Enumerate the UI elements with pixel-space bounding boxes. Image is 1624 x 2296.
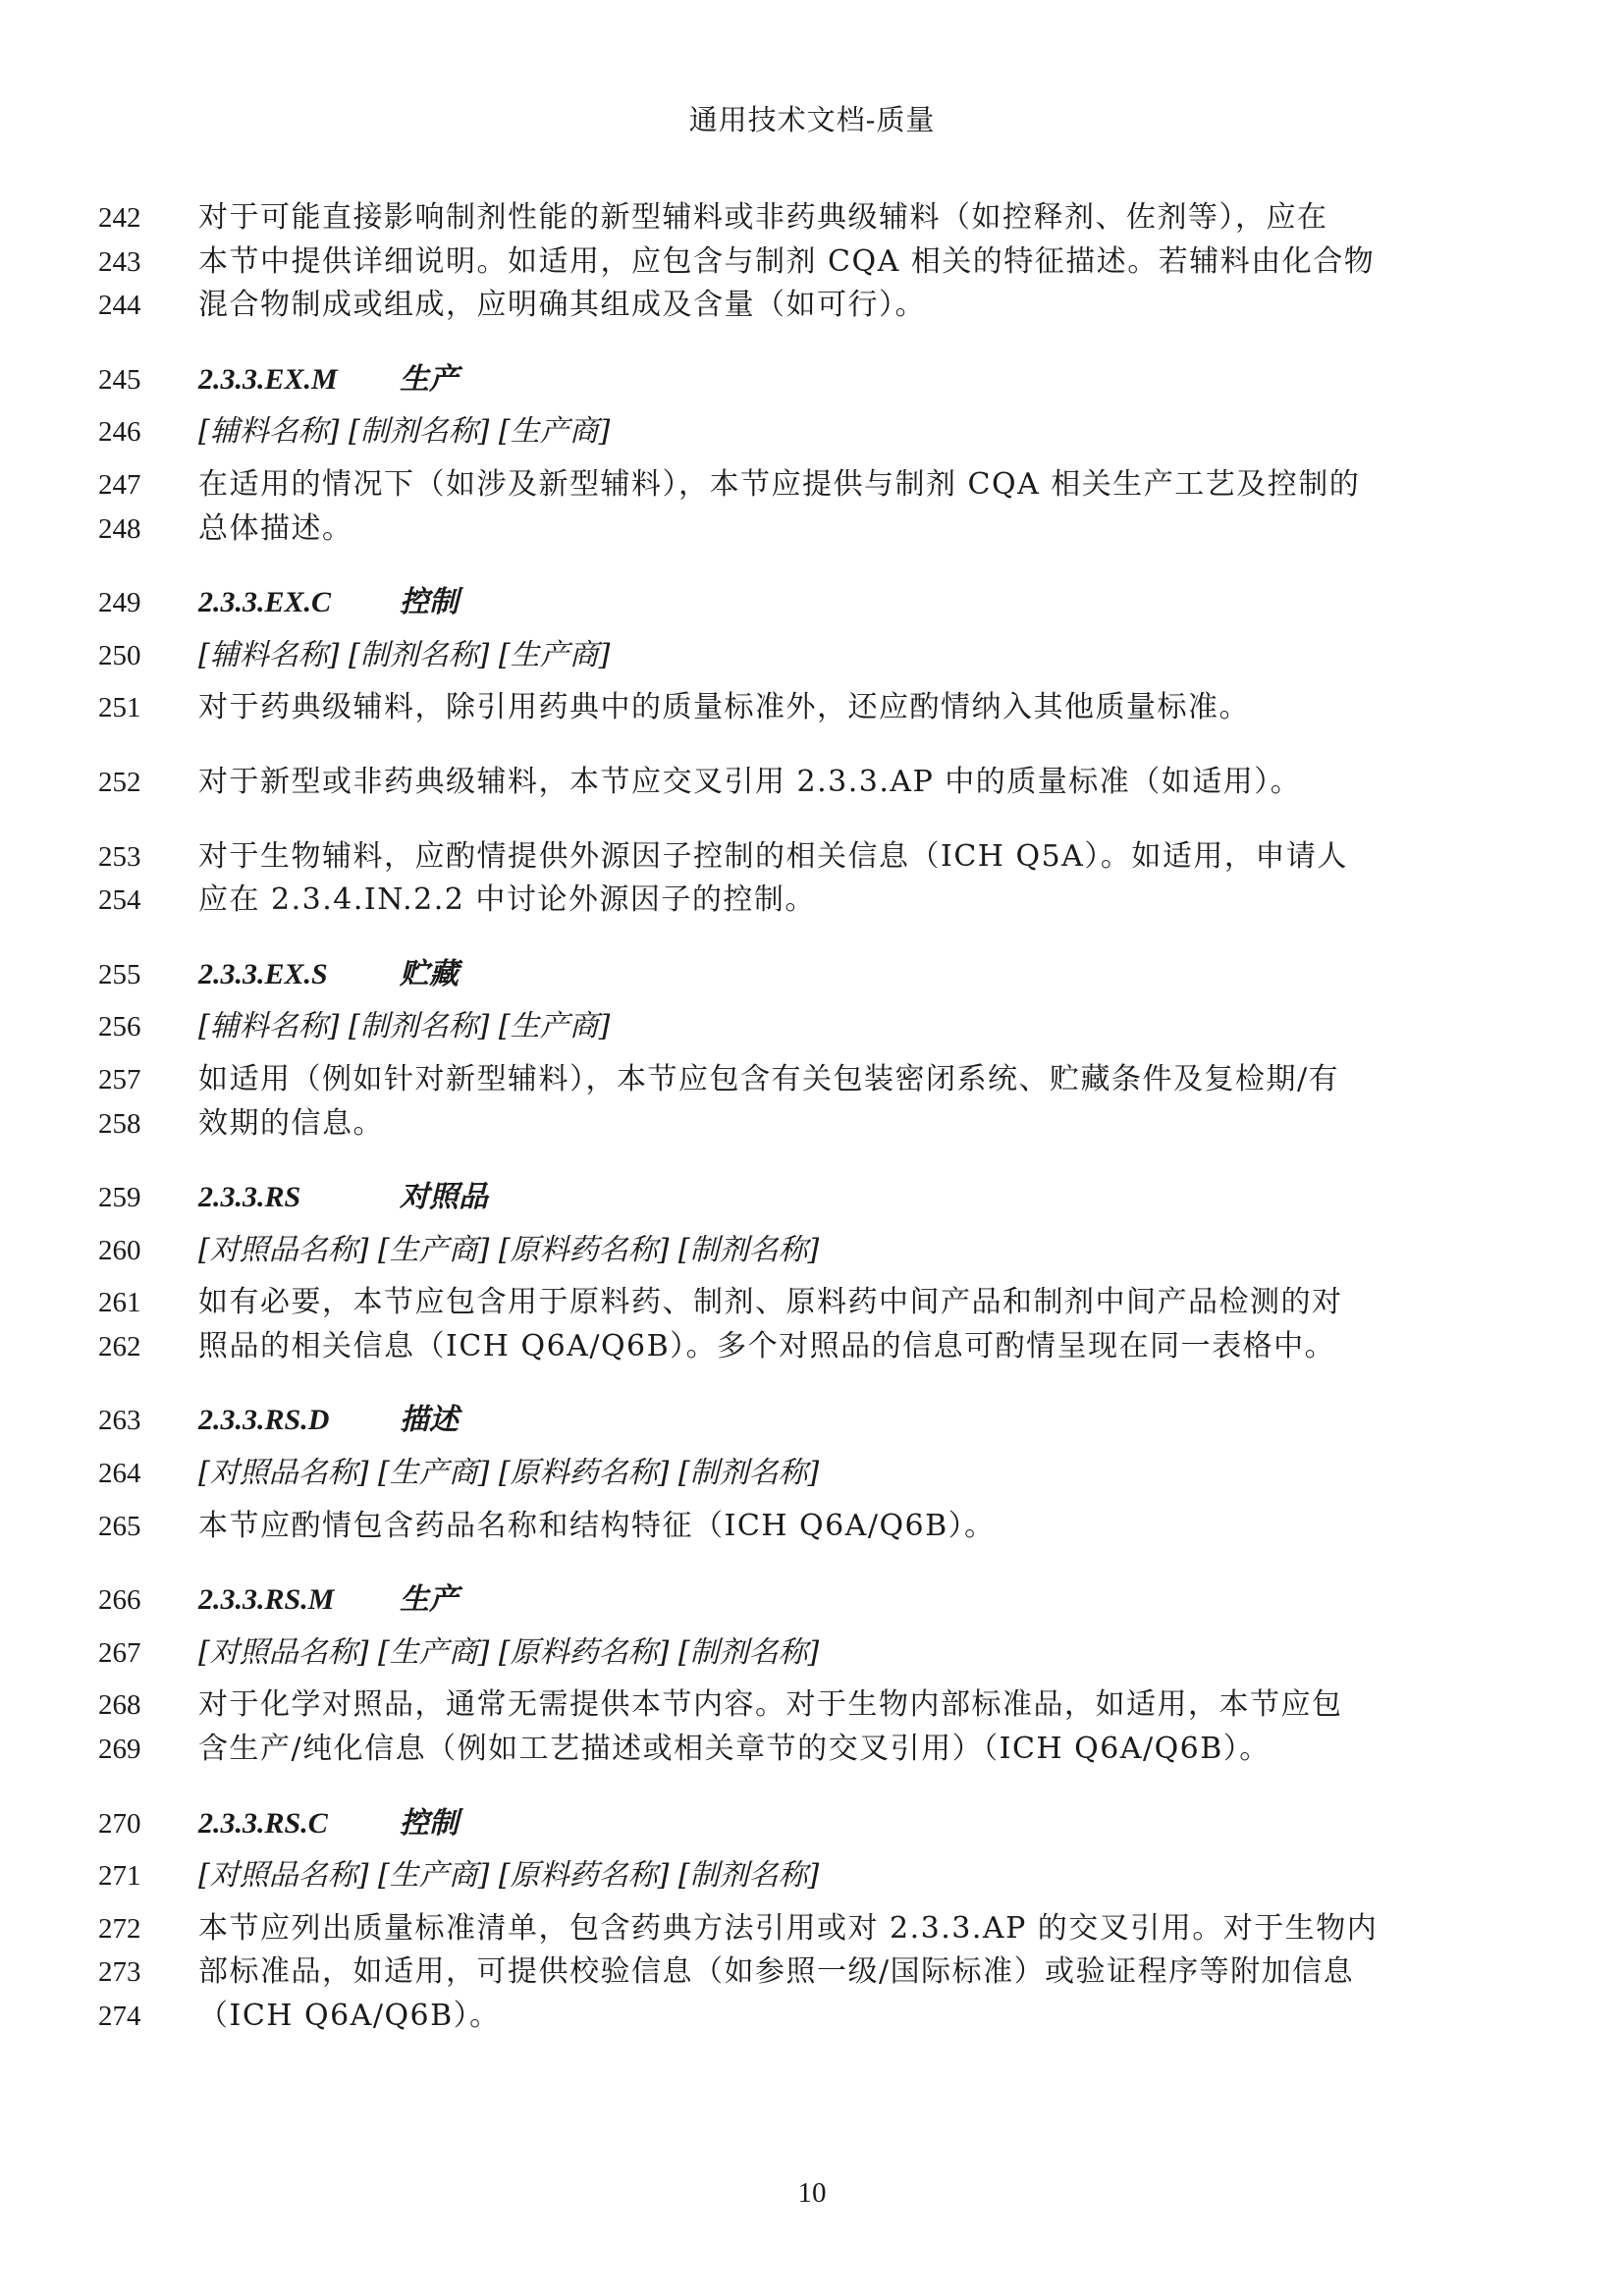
line-row [98, 196, 1453, 240]
placeholder-line: [辅料名称] [制剂名称] [生产商] [198, 1009, 611, 1044]
line-number: 249 [98, 587, 141, 619]
line-number: 255 [98, 958, 141, 990]
line-number: 264 [98, 1458, 141, 1490]
line-row [98, 410, 1453, 454]
section-heading [98, 358, 1453, 402]
paragraph-line: 含生产/纯化信息（例如工艺描述或相关章节的交叉引用）（ICH Q6A/Q6B）。 [198, 1732, 1271, 1767]
line-row [98, 1995, 1453, 2039]
line-number: 245 [98, 363, 141, 396]
paragraph-line: 本节应酌情包含药品名称和结构特征（ICH Q6A/Q6B）。 [198, 1508, 996, 1543]
line-number: 272 [98, 1912, 141, 1945]
paragraph-line: 如适用（例如针对新型辅料），本节应包含有关包装密闭系统、贮藏条件及复检期/有 [198, 1061, 1340, 1096]
line-number: 259 [98, 1182, 141, 1214]
line-number: 244 [98, 290, 141, 322]
line-row [98, 686, 1453, 730]
line-number: 257 [98, 1063, 141, 1095]
line-number: 250 [98, 639, 141, 671]
line-number: 252 [98, 766, 141, 798]
placeholder-line: [对照品名称] [生产商] [原料药名称] [制剂名称] [198, 1456, 820, 1491]
line-row [98, 284, 1453, 328]
line-number: 246 [98, 416, 141, 449]
section-number: 2.3.3.EX.S [198, 957, 328, 990]
placeholder-line: [辅料名称] [制剂名称] [生产商] [198, 637, 611, 672]
line-number: 262 [98, 1330, 141, 1362]
line-number: 271 [98, 1860, 141, 1893]
line-row [98, 761, 1453, 805]
line-number: 260 [98, 1234, 141, 1266]
placeholder-line: [对照品名称] [生产商] [原料药名称] [制剂名称] [198, 1634, 820, 1670]
section-heading [98, 1578, 1453, 1623]
line-number: 263 [98, 1405, 141, 1437]
paragraph-line: 应在 2.3.4.IN.2.2 中讨论外源因子的控制。 [198, 882, 816, 918]
paragraph-line: 总体描述。 [198, 510, 353, 546]
line-row [98, 634, 1453, 678]
section-title: 生产 [400, 361, 459, 397]
line-row [98, 835, 1453, 880]
page-header: 通用技术文档-质量 [688, 103, 936, 136]
line-number: 256 [98, 1011, 141, 1043]
paragraph-line: 部标准品，如适用，可提供校验信息（如参照一级/国际标准）或验证程序等附加信息 [198, 1954, 1355, 1990]
placeholder-line: [对照品名称] [生产商] [原料药名称] [制剂名称] [198, 1858, 820, 1894]
section-heading [98, 1802, 1453, 1846]
section-heading [98, 1176, 1453, 1220]
section-number: 2.3.3.RS.D [198, 1404, 330, 1437]
line-row [98, 1005, 1453, 1049]
line-row [98, 1325, 1453, 1369]
line-row [98, 1505, 1453, 1549]
line-row [98, 1631, 1453, 1676]
line-number: 266 [98, 1584, 141, 1617]
paragraph-line: 对于化学对照品，通常无需提供本节内容。对于生物内部标准品，如适用，本节应包 [198, 1687, 1343, 1723]
line-row [98, 463, 1453, 507]
line-number: 254 [98, 884, 141, 917]
line-number: 270 [98, 1807, 141, 1840]
line-number: 258 [98, 1107, 141, 1140]
section-number: 2.3.3.EX.C [198, 586, 332, 619]
paragraph-line: 在适用的情况下（如涉及新型辅料），本节应提供与制剂 CQA 相关生产工艺及控制的 [198, 466, 1361, 502]
line-row [98, 879, 1453, 923]
line-row [98, 507, 1453, 552]
line-row [98, 1854, 1453, 1898]
section-number: 2.3.3.RS.C [198, 1806, 328, 1840]
line-number: 242 [98, 202, 141, 234]
paragraph-line: 本节应列出质量标准清单，包含药典方法引用或对 2.3.3.AP 的交叉引用。对于生物内 [198, 1910, 1379, 1946]
line-row [98, 1683, 1453, 1728]
paragraph-line: 如有必要，本节应包含用于原料药、制剂、原料药中间产品和制剂中间产品检测的对 [198, 1285, 1343, 1320]
line-row [98, 240, 1453, 285]
line-row [98, 1728, 1453, 1772]
section-title: 贮藏 [400, 956, 459, 991]
placeholder-line: [对照品名称] [生产商] [原料药名称] [制剂名称] [198, 1232, 820, 1267]
paragraph-line: 效期的信息。 [198, 1105, 384, 1141]
section-number: 2.3.3.RS.M [198, 1583, 335, 1617]
paragraph-line: 照品的相关信息（ICH Q6A/Q6B）。多个对照品的信息可酌情呈现在同一表格中。 [198, 1328, 1336, 1363]
line-number: 267 [98, 1636, 141, 1669]
paragraph-line: 对于可能直接影响制剂性能的新型辅料或非药典级辅料（如控释剂、佐剂等），应在 [198, 200, 1328, 235]
line-number: 247 [98, 468, 141, 501]
line-number: 243 [98, 245, 141, 278]
line-number: 273 [98, 1956, 141, 1989]
line-number: 274 [98, 2001, 141, 2032]
line-number: 248 [98, 512, 141, 545]
line-row [98, 1950, 1453, 1995]
paragraph-line: 本节中提供详细说明。如适用，应包含与制剂 CQA 相关的特征描述。若辅料由化合物 [198, 243, 1376, 279]
line-number: 265 [98, 1510, 141, 1542]
line-number: 268 [98, 1689, 141, 1722]
section-title: 对照品 [400, 1180, 488, 1215]
line-row [98, 1281, 1453, 1325]
line-row [98, 1058, 1453, 1102]
section-title: 生产 [400, 1582, 459, 1618]
section-number: 2.3.3.EX.M [198, 362, 338, 396]
line-number: 253 [98, 840, 141, 873]
paragraph-line: 对于新型或非药典级辅料，本节应交叉引用 2.3.3.AP 中的质量标准（如适用）。 [198, 764, 1302, 799]
section-heading [98, 581, 1453, 625]
section-heading [98, 953, 1453, 997]
paragraph-line: 混合物制成或组成，应明确其组成及含量（如可行）。 [198, 288, 926, 323]
section-title: 控制 [400, 585, 459, 620]
line-row [98, 1229, 1453, 1273]
page-number: 10 [797, 2177, 827, 2209]
line-number: 251 [98, 692, 141, 724]
line-row [98, 1452, 1453, 1496]
line-number: 261 [98, 1287, 141, 1319]
paragraph-line: 对于生物辅料，应酌情提供外源因子控制的相关信息（ICH Q5A）。如适用，申请人 [198, 838, 1348, 874]
document-body [98, 196, 1453, 2039]
section-title: 描述 [400, 1403, 459, 1438]
paragraph-line: （ICH Q6A/Q6B）。 [198, 1999, 501, 2033]
placeholder-line: [辅料名称] [制剂名称] [生产商] [198, 414, 611, 450]
line-row [98, 1102, 1453, 1147]
section-number: 2.3.3.RS [198, 1181, 301, 1214]
line-number: 269 [98, 1734, 141, 1766]
section-title: 控制 [400, 1805, 459, 1841]
section-heading [98, 1399, 1453, 1443]
line-row [98, 1907, 1453, 1951]
paragraph-line: 对于药典级辅料，除引用药典中的质量标准外，还应酌情纳入其他质量标准。 [198, 690, 1250, 725]
